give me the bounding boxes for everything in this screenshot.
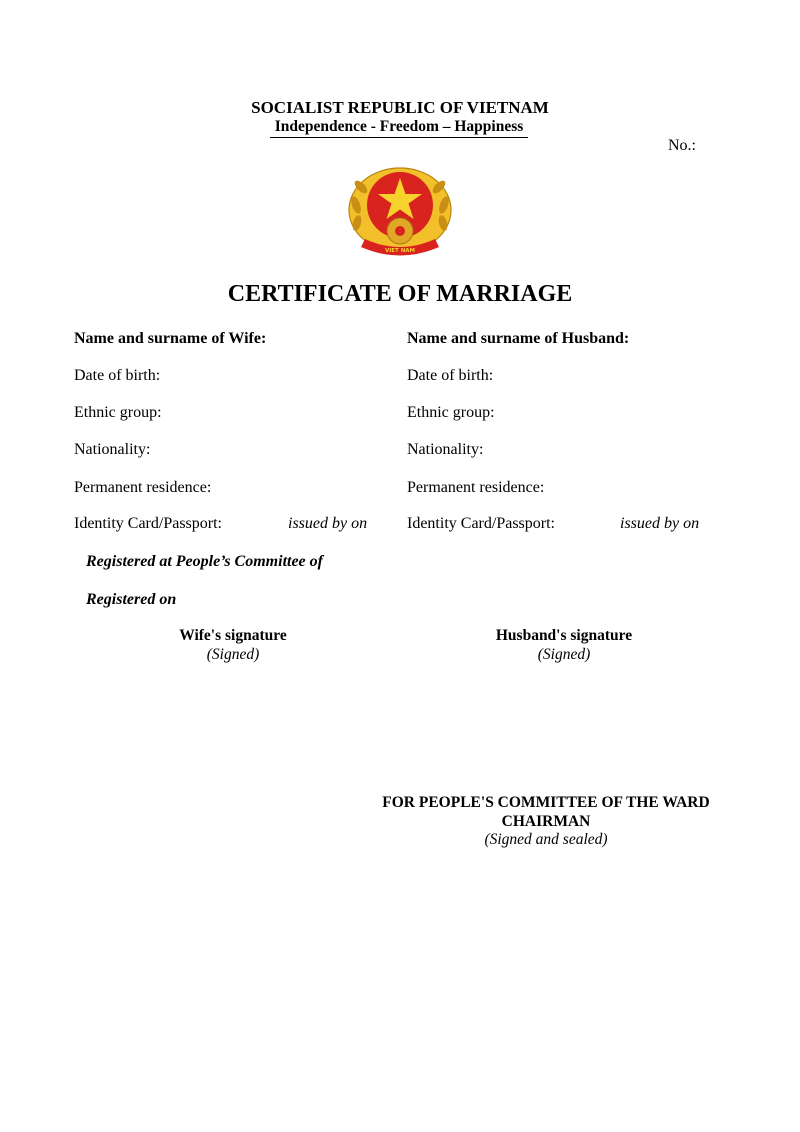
country-name: SOCIALIST REPUBLIC OF VIETNAM xyxy=(251,98,549,117)
national-emblem-icon xyxy=(347,165,453,261)
husband-nationality-label: Nationality: xyxy=(407,441,484,458)
wife-residence-label: Permanent residence: xyxy=(74,479,212,496)
certificate-number-label: No.: xyxy=(668,137,696,154)
husband-ethnic-label: Ethnic group: xyxy=(407,404,495,421)
husband-residence-label: Permanent residence: xyxy=(407,479,545,496)
husband-signature-status: (Signed) xyxy=(537,646,591,663)
wife-dob-label: Date of birth: xyxy=(74,367,161,384)
husband-issued-label: issued by on xyxy=(620,515,700,532)
husband-dob-label: Date of birth: xyxy=(407,367,494,384)
wife-nationality-label: Nationality: xyxy=(74,441,151,458)
committee-heading: FOR PEOPLE'S COMMITTEE OF THE WARD xyxy=(382,794,710,811)
husband-signature-title: Husband's signature xyxy=(495,627,633,644)
committee-signature-status: (Signed and sealed) xyxy=(484,831,608,848)
chairman-title: CHAIRMAN xyxy=(501,813,591,830)
registered-at-label: Registered at People’s Committee of xyxy=(86,553,323,570)
wife-ethnic-label: Ethnic group: xyxy=(74,404,162,421)
wife-name-label: Name and surname of Wife: xyxy=(74,330,267,347)
registered-on-label: Registered on xyxy=(86,591,177,608)
wife-signature-status: (Signed) xyxy=(206,646,260,663)
wife-signature-title: Wife's signature xyxy=(179,627,287,644)
husband-name-label: Name and surname of Husband: xyxy=(407,330,630,347)
svg-text:VIET NAM: VIET NAM xyxy=(384,248,416,254)
certificate-title: CERTIFICATE OF MARRIAGE xyxy=(227,281,573,307)
wife-issued-label: issued by on xyxy=(288,515,368,532)
national-motto: Independence - Freedom – Happiness xyxy=(270,118,528,138)
wife-id-label: Identity Card/Passport: xyxy=(74,515,222,532)
husband-id-label: Identity Card/Passport: xyxy=(407,515,555,532)
